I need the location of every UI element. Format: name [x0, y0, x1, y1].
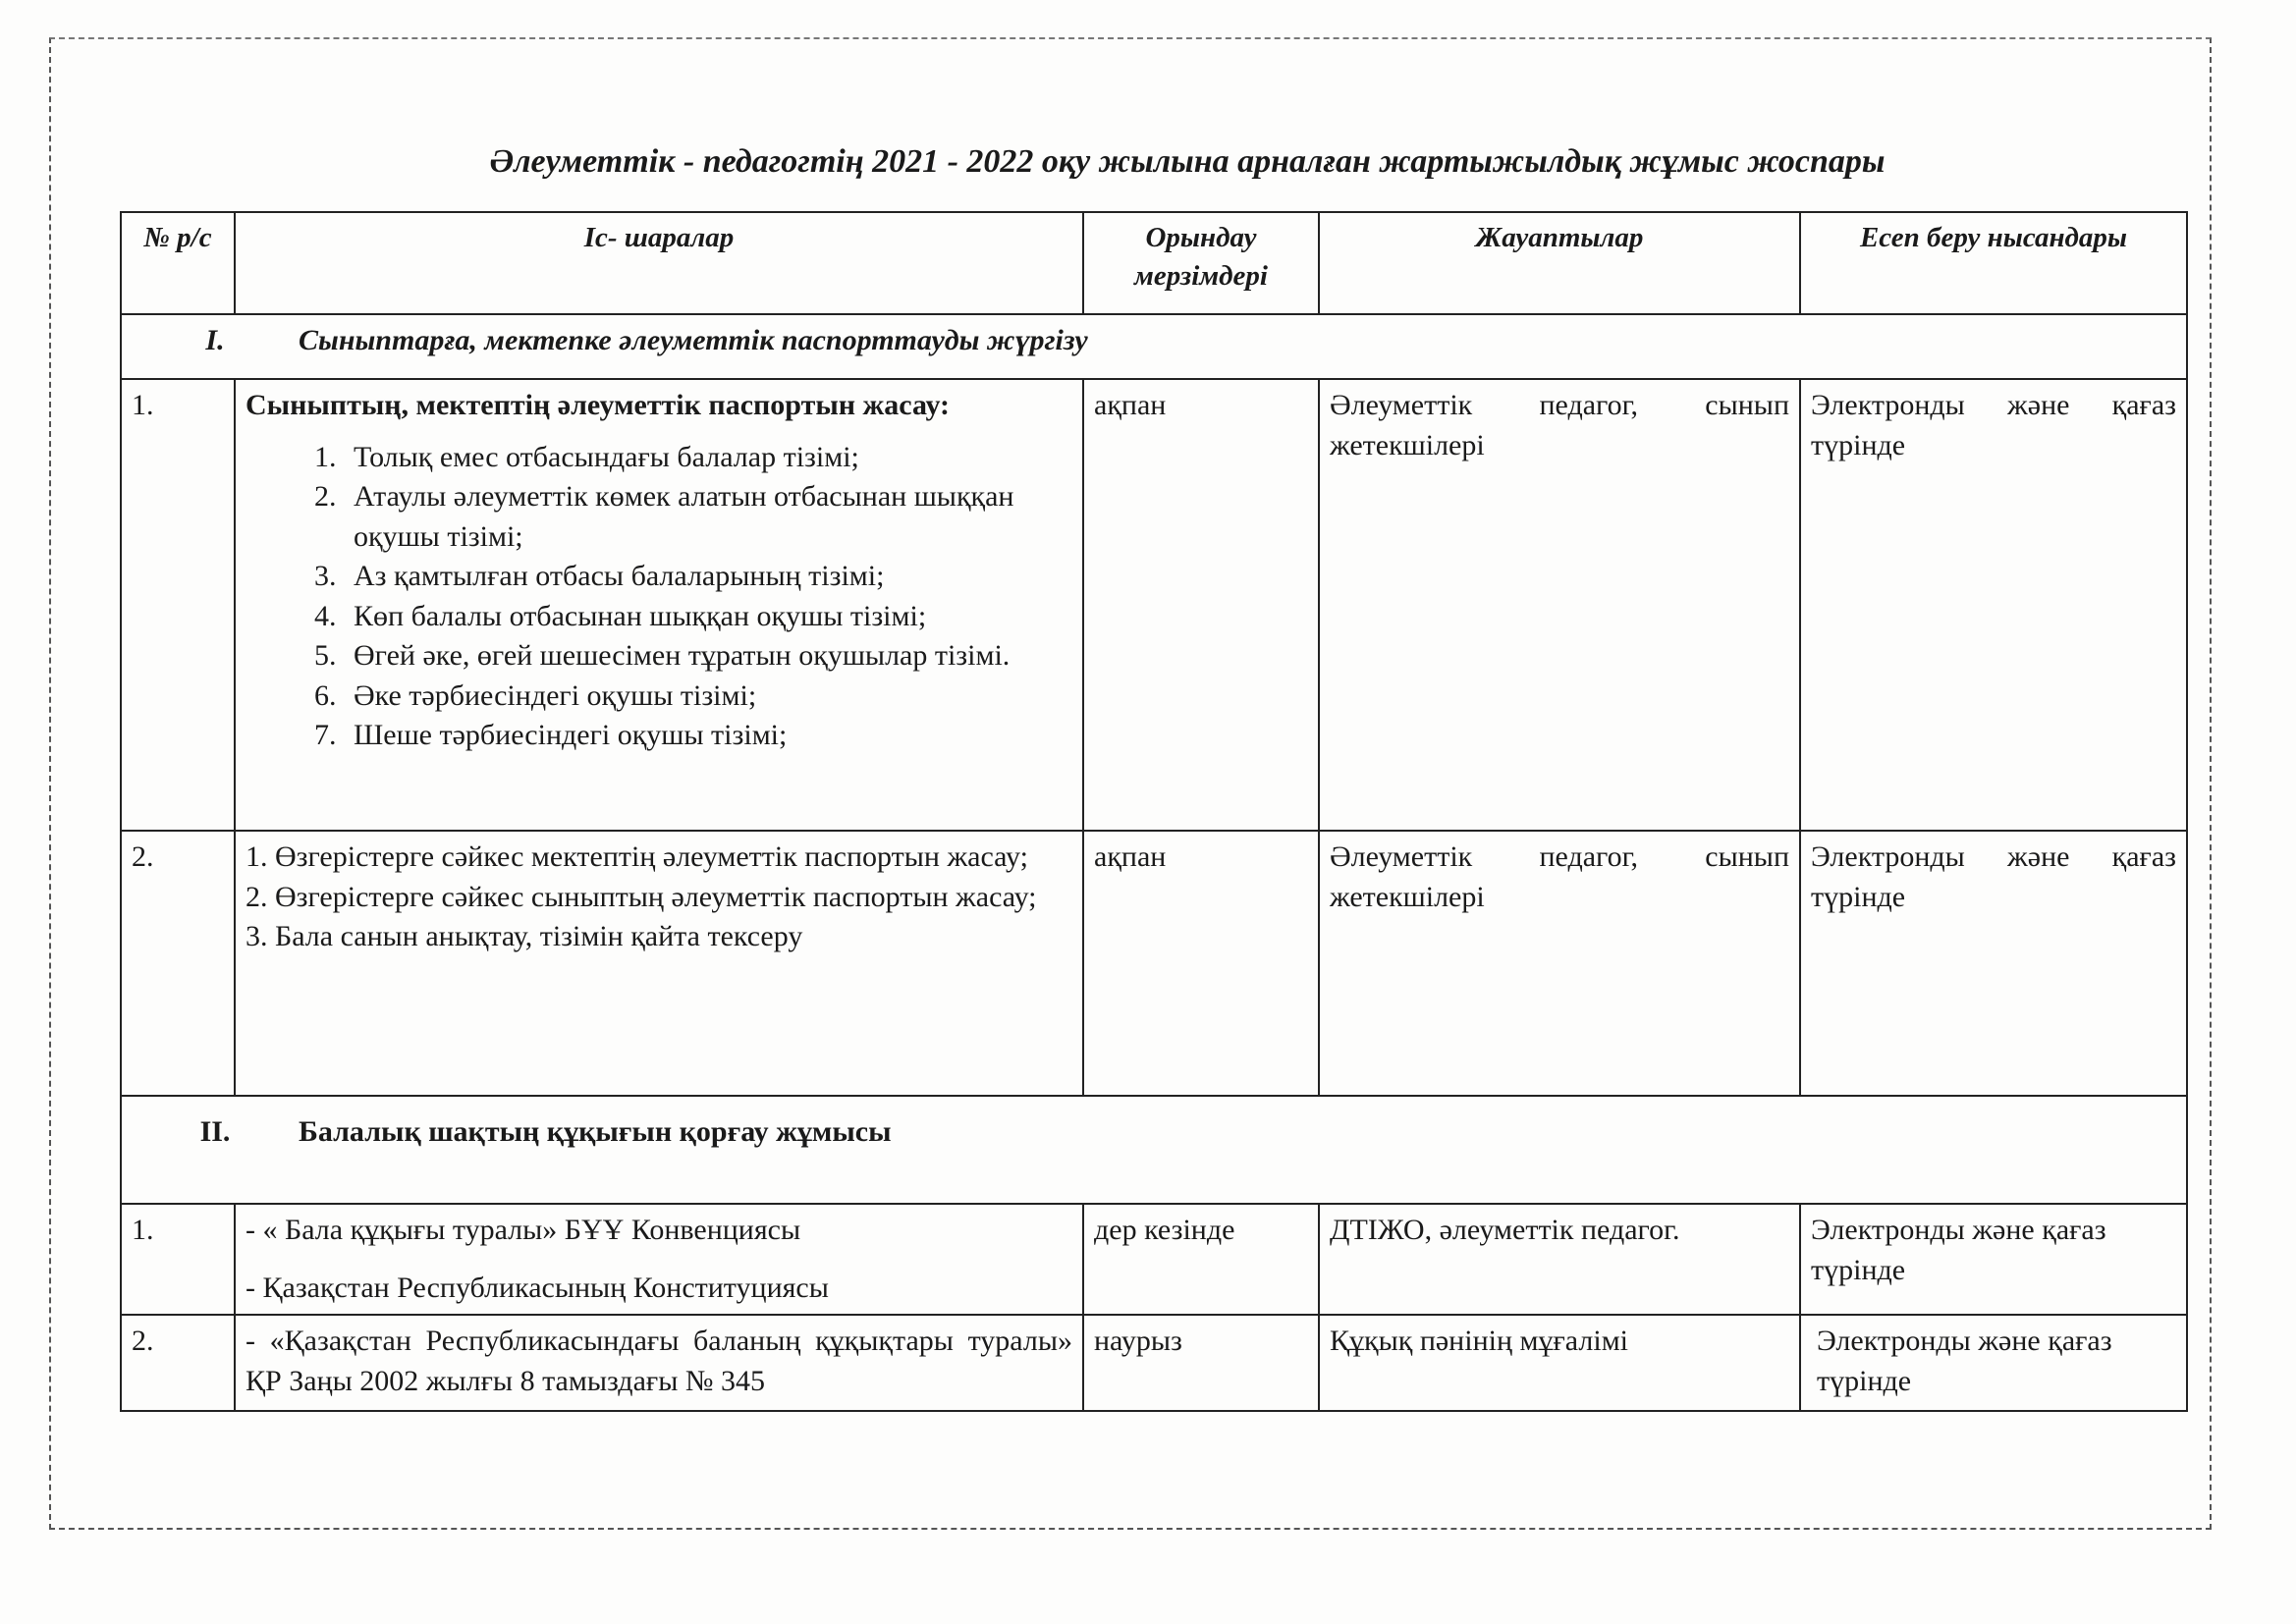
- header-responsible: Жауаптылар: [1319, 212, 1800, 314]
- section-row-2: [121, 1096, 2187, 1204]
- list-item: 7. Шеше тәрбиесіндегі оқушы тізімі;: [344, 716, 1072, 756]
- list-item: 3. Аз қамтылған отбасы балаларының тізімі;: [344, 557, 1072, 597]
- row-number: 2.: [121, 1315, 235, 1411]
- section-number: I.: [205, 324, 225, 356]
- cell-line: - « Бала құқығы туралы» БҰҰ Конвенциясы: [246, 1214, 801, 1246]
- list-item: 2. Атаулы әлеуметтік көмек алатын отбасынан шыққан оқушы тізімі;: [344, 477, 1072, 557]
- section-row-1: [121, 314, 2187, 379]
- header-events: Іс- шаралар: [235, 212, 1083, 314]
- cell-line: 2. Өзгерістерге сәйкес сыныптың әлеуметтік паспортын жасау;: [246, 880, 1037, 913]
- report-cell: Электронды және қағаз түрінде: [1800, 379, 2187, 831]
- report-cell: Электронды және қағаз түрінде: [1800, 831, 2187, 1096]
- list-item: 4. Көп балалы отбасынан шыққан оқушы тізімі;: [344, 597, 1072, 637]
- events-cell: [235, 1204, 1083, 1315]
- table-row: [121, 831, 2187, 1096]
- deadline-cell: дер кезінде: [1083, 1204, 1319, 1315]
- header-deadline: Орындау мерзімдері: [1083, 212, 1319, 314]
- list-item: 1. Толық емес отбасындағы балалар тізімі;: [344, 438, 1072, 478]
- work-plan-table: [120, 211, 2188, 1412]
- row-number: 2.: [121, 831, 235, 1096]
- responsible-cell: Әлеуметтік педагог, сынып жетекшілері: [1319, 379, 1800, 831]
- list-item: 6. Әке тәрбиесіндегі оқушы тізімі;: [344, 677, 1072, 717]
- report-cell: Электронды және қағаз түрінде: [1800, 1315, 2187, 1411]
- responsible-cell: Құқық пәнінің мұғалімі: [1319, 1315, 1800, 1411]
- header-num: № р/с: [121, 212, 235, 314]
- cell-line: 1. Өзгерістерге сәйкес мектептің әлеуметтік паспортын жасау;: [246, 840, 1028, 873]
- row-number: 1.: [121, 379, 235, 831]
- section-number: II.: [199, 1115, 231, 1148]
- section-title: Сыныптарға, мектепке әлеуметтік паспорттауды жүргізу: [299, 324, 1088, 356]
- table-row: [121, 1204, 2187, 1315]
- responsible-cell: Әлеуметтік педагог, сынып жетекшілері: [1319, 831, 1800, 1096]
- report-cell: Электронды және қағаз түрінде: [1800, 1204, 2187, 1315]
- section-title: Балалық шақтың құқығын қорғау жұмысы: [299, 1115, 892, 1148]
- document-title: Әлеуметтік - педагогтің 2021 - 2022 оқу жылына арналған жартыжылдық жұмыс жоспары: [489, 143, 1886, 180]
- deadline-cell: ақпан: [1083, 831, 1319, 1096]
- events-cell: - «Қазақстан Республикасындағы баланың құқықтары туралы» ҚР Заңы 2002 жылғы 8 тамыздағы № 345: [235, 1315, 1083, 1411]
- deadline-cell: ақпан: [1083, 379, 1319, 831]
- cell-heading: Сыныптың, мектептің әлеуметтік паспортын жасау:: [246, 389, 951, 421]
- deadline-cell: наурыз: [1083, 1315, 1319, 1411]
- responsible-cell: ДТІЖО, әлеуметтік педагог.: [1319, 1204, 1800, 1315]
- list: [246, 438, 1072, 756]
- table-row: [121, 1315, 2187, 1411]
- list-item: 5. Өгей әке, өгей шешесімен тұратын оқушылар тізімі.: [344, 636, 1072, 677]
- row-number: 1.: [121, 1204, 235, 1315]
- events-cell: [235, 831, 1083, 1096]
- events-cell: [235, 379, 1083, 831]
- header-row: [121, 212, 2187, 314]
- table-row: [121, 379, 2187, 831]
- cell-line: - Қазақстан Республикасының Конституциясы: [246, 1271, 829, 1304]
- cell-line: 3. Бала санын анықтау, тізімін қайта тексеру: [246, 920, 803, 952]
- header-report: Есеп беру нысандары: [1800, 212, 2187, 314]
